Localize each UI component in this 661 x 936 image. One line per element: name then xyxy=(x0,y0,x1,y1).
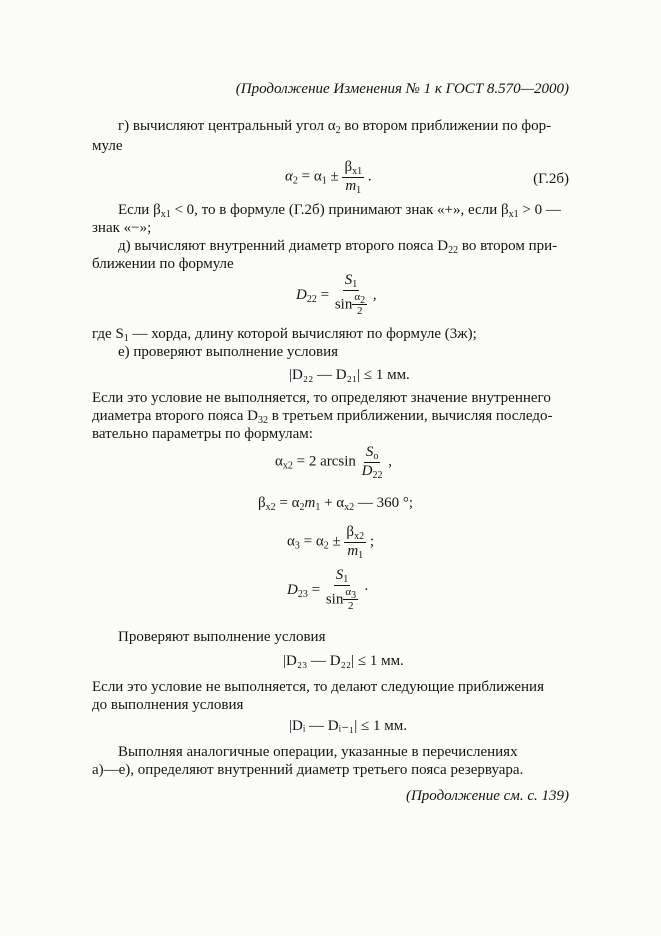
formula-alpha-3: $\alpha_3 = \alpha_2$ ± $\frac{\beta_{x2}}{m_1}$ ; xyxy=(287,524,374,561)
paragraph-if-line1: Если $\beta_{x1} < 0$, то в формуле (Г.2б) принимают знак «+», если $\beta_{x1} > 0$ — xyxy=(118,202,561,220)
paragraph-next-line2: до выполнения условия xyxy=(92,697,244,713)
paragraph-if-line2: знак «−»; xyxy=(92,220,152,236)
formula-beta-x2: $\beta_{x2} = \alpha_2m_1 + \alpha_{x2}$ — 360 °; xyxy=(258,495,414,513)
paragraph-not-met-line2: диаметра второго пояса $D_{32}$ в третьем приближении, вычисляя последо- xyxy=(92,408,553,426)
footer-continuation: (Продолжение см. с. 139) xyxy=(405,788,569,804)
formula-condition-2: |D₂₃ — D₂₂| ≤ 1 мм. xyxy=(283,653,404,669)
paragraph-check: Проверяют выполнение условия xyxy=(118,629,326,645)
paragraph-final-line2: а)—е), определяют внутренний диаметр третьего пояса резервуара. xyxy=(92,762,524,778)
formula-condition-3: |Dᵢ — Dᵢ₋₁| ≤ 1 мм. xyxy=(289,718,407,734)
paragraph-g-line1: г) вычисляют центральный угол $\alpha_2$ во втором приближении по фор- xyxy=(118,118,552,136)
formula-alpha-x2: $\alpha_{x2} = 2$ arcsin $\frac{S_o}{D_{22}}$ , xyxy=(275,444,392,481)
paragraph-d-line1: д) вычисляют внутренний диаметр второго пояса $D_{22}$ во втором при- xyxy=(118,238,558,256)
paragraph-g-line2: муле xyxy=(92,138,123,154)
paragraph-not-met-line3: вательно параметры по формулам: xyxy=(92,426,313,442)
formula-d22: $D_{22}$ = $S_1$ sin $\frac{\alpha_2}{2}$ , xyxy=(296,272,377,318)
paragraph-not-met-line1: Если это условие не выполняется, то определяют значение внутреннего xyxy=(92,390,551,406)
paragraph-final-line1: Выполняя аналогичные операции, указанные в перечислениях xyxy=(118,744,518,760)
paragraph-next-line1: Если это условие не выполняется, то делают следующие приближения xyxy=(92,679,544,695)
formula-label-g2b: (Г.2б) xyxy=(533,171,569,187)
header-continuation: (Продолжение Изменения № 1 к ГОСТ 8.570—2000) xyxy=(235,81,569,97)
paragraph-where: где $S_1$ — хорда, длину которой вычисляют по формуле (3ж); xyxy=(92,326,477,344)
formula-condition-1: |D₂₂ — D₂₁| ≤ 1 мм. xyxy=(289,367,410,383)
formula-g2b: $\alpha_2 = \alpha_1$ ± $\frac{\beta_{x1}}{m_1}$ . xyxy=(285,159,372,196)
paragraph-e: е) проверяют выполнение условия xyxy=(118,344,339,360)
formula-d23: $D_{23}$ = $S_1$ sin $\frac{\alpha_3}{2}$ · xyxy=(287,567,369,613)
paragraph-d-line2: ближении по формуле xyxy=(92,256,234,272)
